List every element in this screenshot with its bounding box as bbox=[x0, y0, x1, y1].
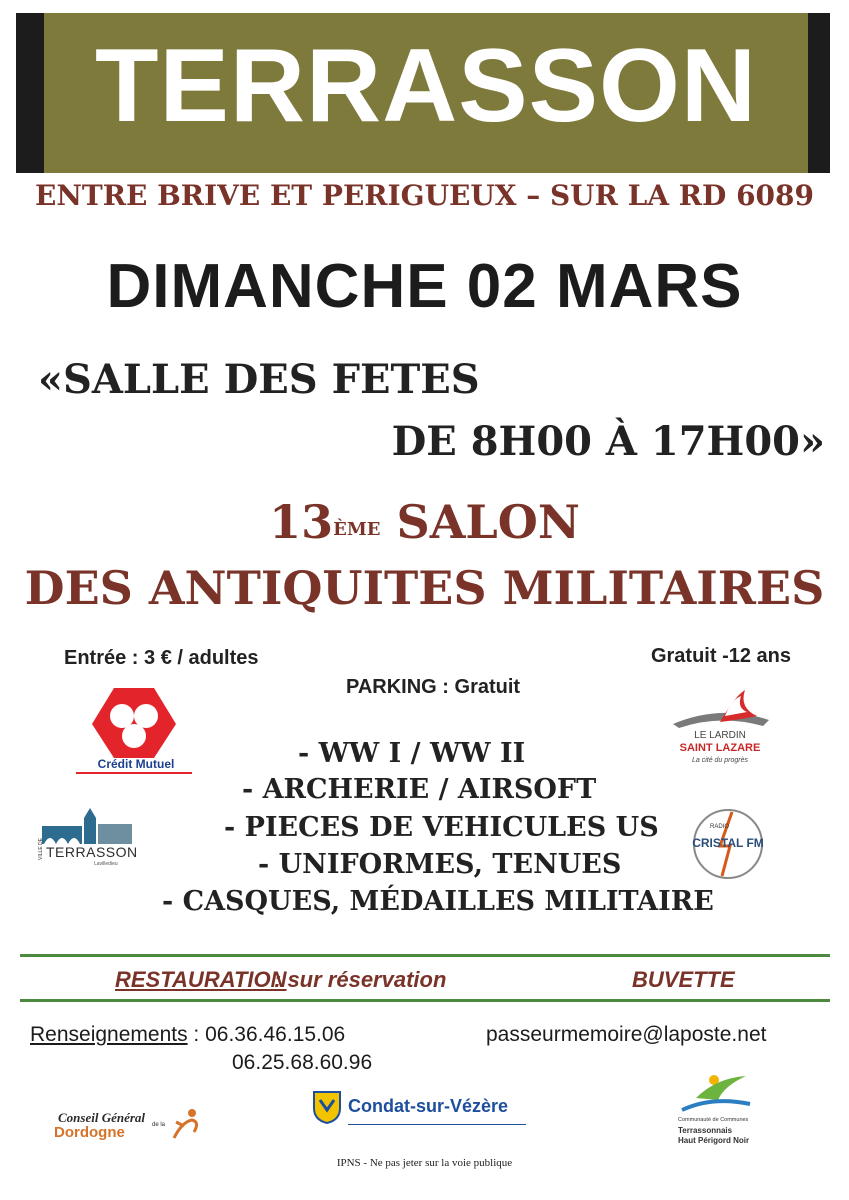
list-item: - ARCHERIE / AIRSOFT bbox=[242, 774, 597, 805]
conseil-de: de la bbox=[152, 1122, 166, 1128]
condat-logo bbox=[312, 1090, 526, 1130]
list-item: - CASQUES, MÉDAILLES MILITAIRE bbox=[162, 886, 714, 917]
restauration-text: : sur réservation bbox=[274, 967, 447, 992]
contact-label: Renseignements bbox=[30, 1023, 188, 1046]
contact-email[interactable]: passeurmemoire@laposte.net bbox=[486, 1023, 767, 1046]
ville-name: TERRASSON bbox=[46, 844, 138, 860]
list-item: - PIECES DE VEHICULES US bbox=[224, 812, 659, 843]
credit-mutuel-logo bbox=[72, 686, 196, 778]
salon-number: 13 bbox=[269, 495, 334, 549]
entry-price: Entrée : 3 € / adultes bbox=[64, 647, 259, 669]
comcom-label: Communauté de Communes bbox=[678, 1117, 749, 1123]
parking-info: PARKING : Gratuit bbox=[346, 676, 521, 698]
dordogne-name: Dordogne bbox=[54, 1124, 125, 1141]
comcom-name-2: Haut Périgord Noir bbox=[678, 1136, 750, 1145]
credit-mutuel-text: Crédit Mutuel bbox=[97, 757, 175, 771]
salon-word: SALON bbox=[380, 495, 580, 549]
contact-sep: : bbox=[187, 1023, 206, 1046]
cristal-radio-label: RADIO bbox=[710, 824, 730, 830]
cristal-fm-name: CRISTAL FM bbox=[692, 836, 764, 850]
divider-top bbox=[20, 954, 830, 957]
list-item: - UNIFORMES, TENUES bbox=[258, 849, 622, 880]
phone-2: 06.25.68.60.96 bbox=[232, 1051, 373, 1074]
salon-title-line-1 bbox=[0, 494, 849, 550]
lardin-motto: La cité du progrès bbox=[691, 757, 749, 764]
runner-icon bbox=[170, 1108, 202, 1142]
location-subtitle: ENTRE BRIVE ET PERIGUEUX – SUR LA RD 6089 bbox=[34, 179, 815, 212]
town-skyline-icon bbox=[38, 808, 138, 846]
buvette-label: BUVETTE bbox=[632, 967, 735, 992]
conseil-general-logo bbox=[52, 1108, 212, 1154]
phone-1: 06.36.46.15.06 bbox=[205, 1023, 346, 1046]
lardin-name-1: LE LARDIN bbox=[694, 730, 746, 741]
salon-title-line-2: DES ANTIQUITES MILITAIRES bbox=[24, 561, 825, 615]
divider-bottom bbox=[20, 999, 830, 1002]
lardin-name-2: SAINT LAZARE bbox=[679, 742, 761, 754]
condat-underline bbox=[348, 1124, 526, 1125]
comcom-logo bbox=[676, 1070, 786, 1154]
contact-block bbox=[30, 1021, 345, 1049]
ville-small-label: VILLE DE bbox=[38, 838, 44, 860]
venue-line-1: «SALLE DES FETES bbox=[38, 356, 480, 403]
ville-terrasson-logo bbox=[38, 808, 138, 868]
lardin-logo bbox=[665, 686, 775, 781]
cristal-fm-logo bbox=[686, 806, 770, 882]
conseil-name: Conseil Général bbox=[58, 1110, 146, 1125]
banner-title: TERRASSON bbox=[95, 28, 757, 144]
free-entry-note: Gratuit -12 ans bbox=[650, 645, 791, 667]
shield-icon bbox=[312, 1090, 342, 1124]
event-date: DIMANCHE 02 MARS bbox=[106, 252, 743, 321]
comcom-name-1: Terrassonnais bbox=[678, 1126, 733, 1135]
salon-ordinal: ÈME bbox=[333, 519, 381, 540]
footer-note: IPNS - Ne pas jeter sur la voie publique bbox=[336, 1157, 513, 1169]
condat-name: Condat-sur-Vézère bbox=[348, 1096, 509, 1116]
lardin-emblem-icon bbox=[665, 686, 775, 731]
venue-line-2: DE 8H00 À 17H00» bbox=[391, 418, 825, 465]
restauration-label: RESTAURATION bbox=[115, 967, 287, 992]
comcom-emblem-icon bbox=[676, 1070, 756, 1116]
ville-sub: Lavilledieu bbox=[94, 861, 118, 867]
list-item: - WW I / WW II bbox=[298, 738, 526, 769]
